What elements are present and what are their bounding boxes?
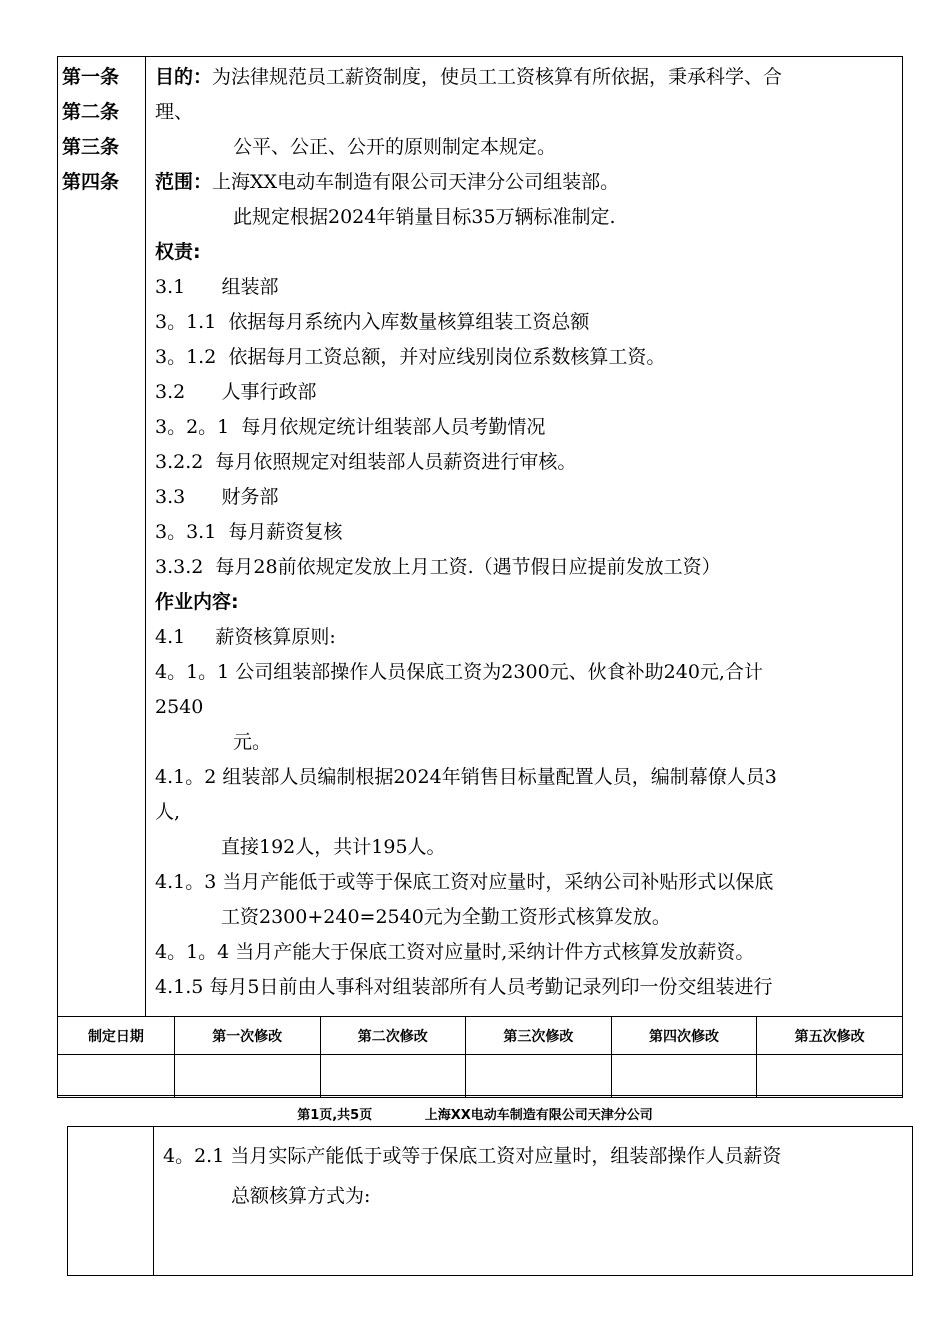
ops-line: 2540 bbox=[155, 696, 204, 718]
ops-line: 4.1。3 当月产能低于或等于保底工资对应量时，采纳公司补贴形式以保底 bbox=[155, 871, 774, 893]
revision-header: 第五次修改 bbox=[757, 1017, 903, 1055]
purpose-cont: 理、 bbox=[155, 101, 194, 123]
article-3: 第三条 bbox=[62, 136, 120, 158]
resp-line: 3.1 组装部 bbox=[155, 276, 279, 298]
resp-line: 3.3.2 每月28前依规定发放上月工资.（遇节假日应提前发放工资） bbox=[155, 556, 721, 578]
resp-line: 3。3.1 每月薪资复核 bbox=[155, 521, 343, 543]
scope-text: 上海XX电动车制造有限公司天津分公司组装部。 bbox=[212, 171, 620, 193]
revision-header: 第二次修改 bbox=[320, 1017, 466, 1055]
revision-cell bbox=[611, 1055, 757, 1098]
revision-header: 第一次修改 bbox=[174, 1017, 320, 1055]
ops-line: 4。1。4 当月产能大于保底工资对应量时,采纳计件方式核算发放薪资。 bbox=[155, 941, 755, 963]
page2-line: 4。2.1 当月实际产能低于或等于保底工资对应量时，组装部操作人员薪资 bbox=[163, 1145, 782, 1167]
resp-line: 3。1.1 依据每月系统内入库数量核算组装工资总额 bbox=[155, 311, 590, 333]
purpose-cont2: 公平、公正、公开的原则制定本规定。 bbox=[233, 136, 557, 158]
resp-label: 权责: bbox=[155, 241, 201, 263]
revision-cell bbox=[757, 1055, 903, 1098]
scope-line bbox=[155, 165, 897, 200]
page-number: 第1页,共5页 bbox=[297, 1108, 373, 1123]
resp-line: 3.3 财务部 bbox=[155, 486, 279, 508]
resp-line: 3。1.2 依据每月工资总额，并对应线别岗位系数核算工资。 bbox=[155, 346, 666, 368]
scope-cont: 此规定根据2024年销量目标35万辆标准制定. bbox=[233, 206, 616, 228]
page-footer bbox=[0, 1104, 950, 1123]
resp-line: 3。2。1 每月依规定统计组装部人员考勤情况 bbox=[155, 416, 546, 438]
revision-cell bbox=[174, 1055, 320, 1098]
revision-cell bbox=[466, 1055, 612, 1098]
document-body bbox=[155, 60, 897, 1015]
purpose-label: 目的： bbox=[155, 66, 213, 88]
ops-line: 4.1。2 组装部人员编制根据2024年销售目标量配置人员，编制幕僚人员3 bbox=[155, 766, 777, 788]
revision-header: 第四次修改 bbox=[611, 1017, 757, 1055]
column-divider bbox=[145, 56, 146, 1016]
revision-header: 第三次修改 bbox=[466, 1017, 612, 1055]
page2-line: 总额核算方式为: bbox=[231, 1185, 371, 1207]
page2-column-divider bbox=[153, 1126, 154, 1276]
revision-cell bbox=[58, 1055, 175, 1098]
ops-cont: 元。 bbox=[233, 731, 272, 753]
purpose-text: 为法律规范员工薪资制度，使员工工资核算有所依据，秉承科学、合 bbox=[212, 66, 783, 88]
revision-header: 制定日期 bbox=[58, 1017, 175, 1055]
purpose-line bbox=[155, 60, 897, 95]
revision-table bbox=[57, 1016, 903, 1098]
resp-line: 3.2 人事行政部 bbox=[155, 381, 317, 403]
page2-body bbox=[163, 1136, 908, 1216]
ops-line: 4.1.5 每月5日前由人事科对组装部所有人员考勤记录列印一份交组装进行 bbox=[155, 976, 773, 998]
article-2: 第二条 bbox=[62, 101, 120, 123]
revision-header-row bbox=[58, 1017, 903, 1055]
scope-label: 范围： bbox=[155, 171, 213, 193]
ops-line: 4.1 薪资核算原则: bbox=[155, 626, 336, 648]
ops-label: 作业内容: bbox=[155, 591, 239, 613]
article-4: 第四条 bbox=[62, 171, 120, 193]
ops-cont: 工资2300+240=2540元为全勤工资形式核算发放。 bbox=[221, 906, 671, 928]
revision-cell bbox=[320, 1055, 466, 1098]
article-labels bbox=[62, 60, 142, 200]
ops-line: 人, bbox=[155, 801, 181, 823]
ops-cont: 直接192人，共计195人。 bbox=[221, 836, 446, 858]
ops-line: 4。1。1 公司组装部操作人员保底工资为2300元、伙食补助240元,合计 bbox=[155, 661, 763, 683]
revision-value-row bbox=[58, 1055, 903, 1098]
article-1: 第一条 bbox=[62, 66, 120, 88]
resp-line: 3.2.2 每月依照规定对组装部人员薪资进行审核。 bbox=[155, 451, 577, 473]
footer-company: 上海XX电动车制造有限公司天津分公司 bbox=[424, 1108, 653, 1123]
